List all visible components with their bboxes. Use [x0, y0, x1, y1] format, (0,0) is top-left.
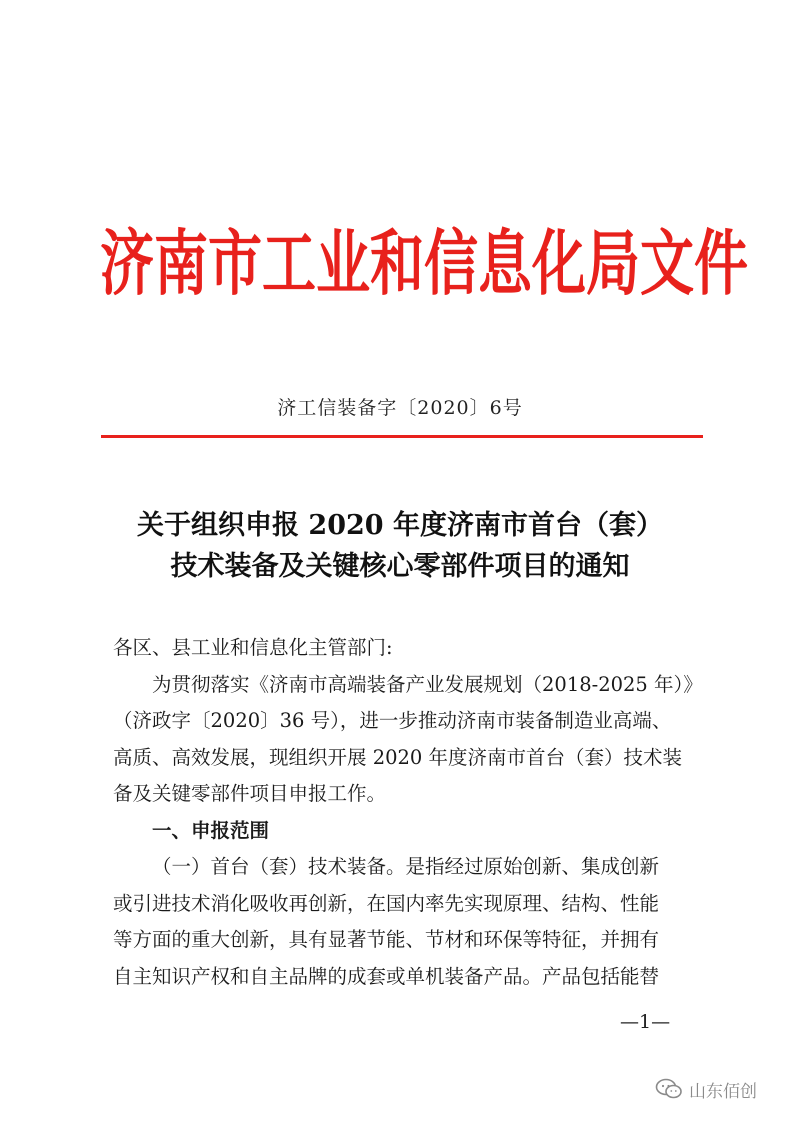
document-number: 济工信装备字〔2020〕6号: [277, 397, 523, 419]
watermark: [655, 1076, 757, 1102]
paragraph-2-line-3: 等方面的重大创新，具有显著节能、节材和环保等特征，并拥有: [113, 928, 660, 951]
wechat-icon: [655, 1078, 683, 1100]
paragraph-1-line-3: 高质、高效发展，现组织开展 2020 年度济南市首台（套）技术装: [113, 745, 683, 769]
document-header-title: 济南市工业和信息化局文件: [100, 220, 748, 306]
page-number: —1—: [620, 1011, 671, 1033]
watermark-text: 山东佰创: [689, 1081, 757, 1102]
salutation: 各区、县工业和信息化主管部门:: [113, 636, 393, 659]
paragraph-1-line-1: 为贯彻落实《济南市高端装备产业发展规划（2018-2025 年）》: [152, 672, 703, 696]
section-1-heading: 一、申报范围: [152, 818, 270, 842]
paragraph-2-line-2: 或引进技术消化吸收再创新，在国内率先实现原理、结构、性能: [113, 891, 660, 915]
document-body: [113, 630, 703, 995]
paragraph-2-line-4: 自主知识产权和自主品牌的成套或单机装备产品。产品包括能替: [113, 964, 660, 988]
paragraph-1-line-4: 备及关键零部件项目申报工作。: [113, 782, 387, 805]
notice-title: [100, 505, 700, 587]
paragraph-2-line-1: （一）首台（套）技术装备。是指经过原始创新、集成创新: [152, 855, 660, 878]
notice-title-line-1: 关于组织申报 2020 年度济南市首台（套）: [137, 510, 663, 541]
paragraph-1-line-2: （济政字〔2020〕36 号），进一步推动济南市装备制造业高端、: [113, 709, 672, 732]
notice-title-line-2: 技术装备及关键核心零部件项目的通知: [170, 551, 630, 582]
header-divider: [101, 435, 703, 438]
